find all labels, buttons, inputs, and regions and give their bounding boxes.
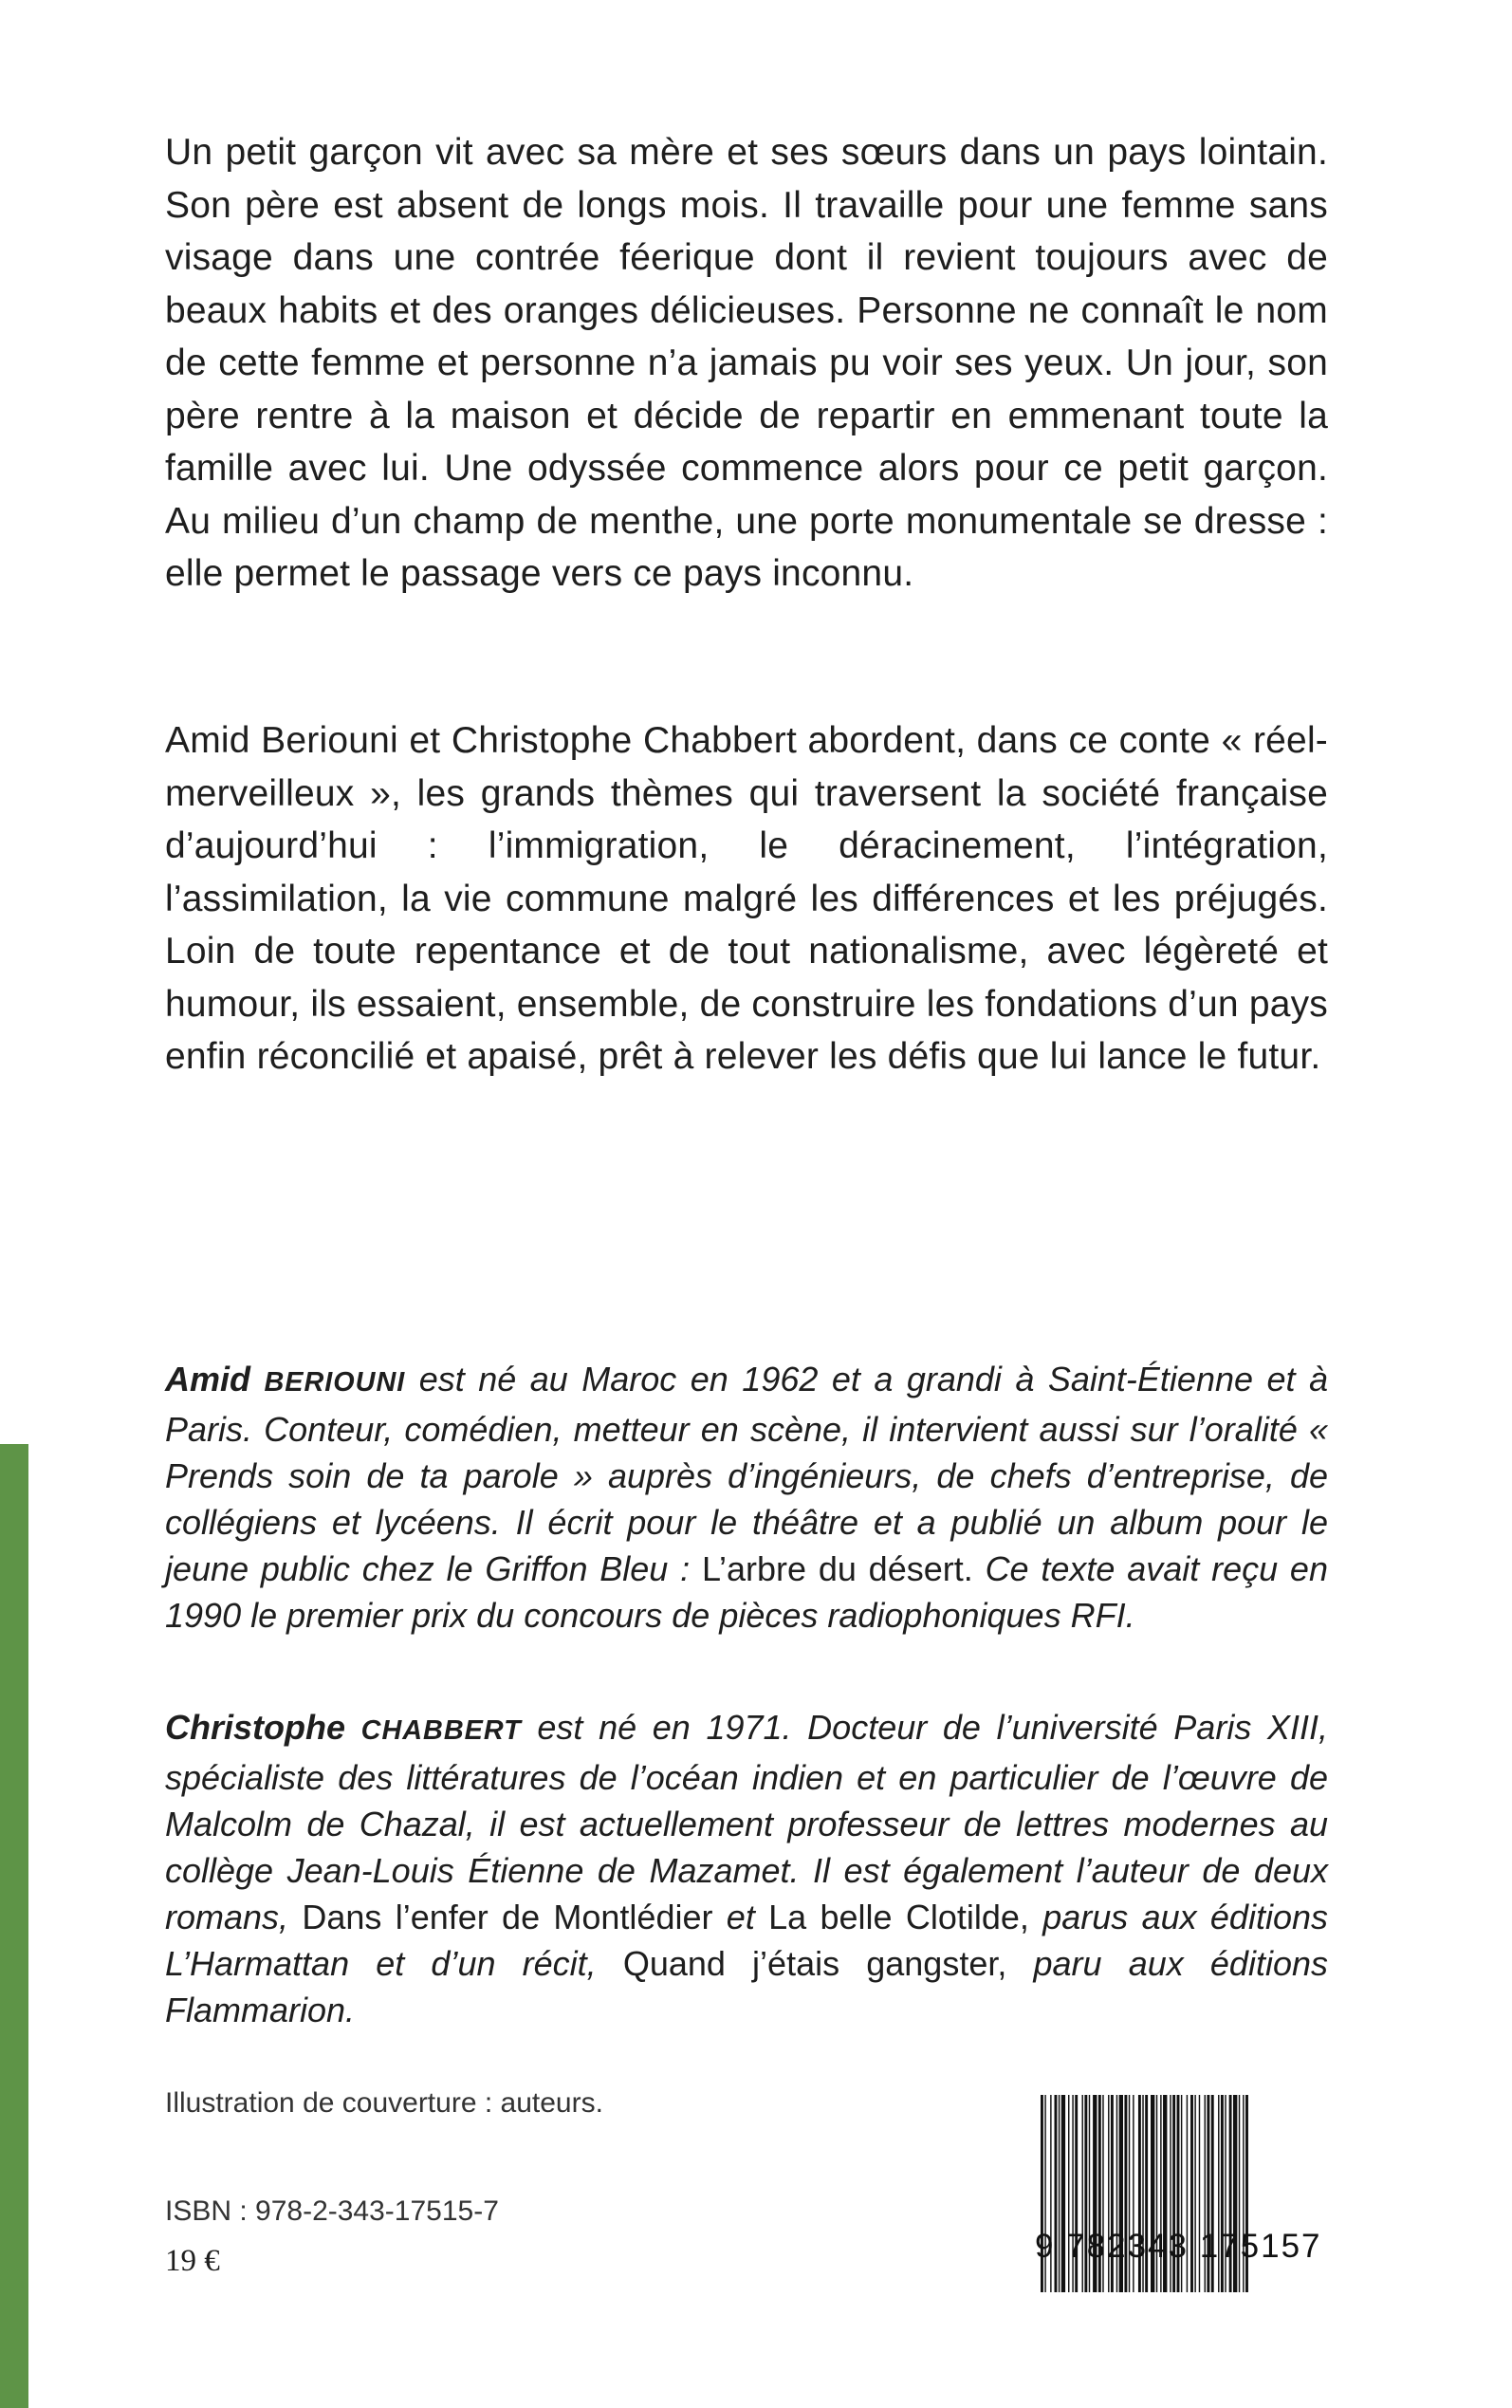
author-bio-beriouni: Amid BERIOUNI est né au Maroc en 1962 et a grandi à Saint-Étienne et à Paris. Conteur, comédien, metteur en scène, il intervient aussi sur l’oralité « Prends soin de ta parole » auprès d’ingénieurs, de chefs d’entreprise, de collégiens et lycéens. Il écrit pour le théâtre et a publié un album pour le jeune public chez le Griffon Bleu : L’arbre du désert. Ce texte avait reçu en 1990 le premier prix du concours de pièces radiophoniques RFI.	[165, 1360, 1328, 1635]
book-title: L’arbre du désert.	[701, 1549, 973, 1588]
book-title: Quand j’étais gangster,	[622, 1944, 1007, 1983]
cover-illustration-credit: Illustration de couverture : auteurs.	[165, 2087, 603, 2119]
book-title: La belle Clotilde,	[768, 1898, 1029, 1936]
synopsis-paragraph: Un petit garçon vit avec sa mère et ses sœurs dans un pays lointain. Son père est absent de longs mois. Il travaille pour une femme sans visage dans une contrée féerique dont il revient toujours avec de beaux habits et des oranges délicieuses. Personne ne connaît le nom de cette femme et personne n’a jamais pu voir ses yeux. Un jour, son père rentre à la maison et décide de repartir en emmenant toute la famille avec lui. Une odyssée commence alors pour ce petit garçon. Au milieu d’un champ de menthe, une porte monumentale se dresse : elle permet le passage vers ce pays inconnu.	[165, 132, 1328, 594]
book-title: Dans l’enfer de Montlédier	[302, 1898, 713, 1936]
author-bio-chabbert: Christophe CHABBERT est né en 1971. Docteur de l’université Paris XIII, spécialiste des littératures de l’océan indien et en particulier de l’œuvre de Malcolm de Chazal, il est actuellement professeur de lettres modernes au collège Jean-Louis Étienne de Mazamet. Il est également l’auteur de deux romans, Dans l’enfer de Montlédier et La belle Clotilde, parus aux éditions L’Harmattan et d’un récit, Quand j’étais gangster, paru aux éditions Flammarion.	[165, 1708, 1328, 2029]
author-name-beriouni: Amid BERIOUNI	[165, 1360, 406, 1398]
cover-green-strip	[0, 1444, 28, 2408]
author-name-chabbert: Christophe CHABBERT	[165, 1708, 522, 1747]
isbn-label: ISBN : 978-2-343-17515-7	[165, 2195, 499, 2227]
barcode-digits: 9 782343 175157	[1035, 2228, 1322, 2265]
price-label: 19 €	[165, 2244, 220, 2278]
themes-paragraph: Amid Beriouni et Christophe Chabbert abordent, dans ce conte « réel-merveilleux », les grands thèmes qui traversent la société française d’aujourd’hui : l’immigration, le déracinement, l’intégration, l’assimilation, la vie commune malgré les différences et les préjugés. Loin de toute repentance et de tout nationalisme, avec légèreté et humour, ils essaient, ensemble, de construire les fondations d’un pays enfin réconcilié et apaisé, prêt à relever les défis que lui lance le futur.	[165, 720, 1328, 1077]
